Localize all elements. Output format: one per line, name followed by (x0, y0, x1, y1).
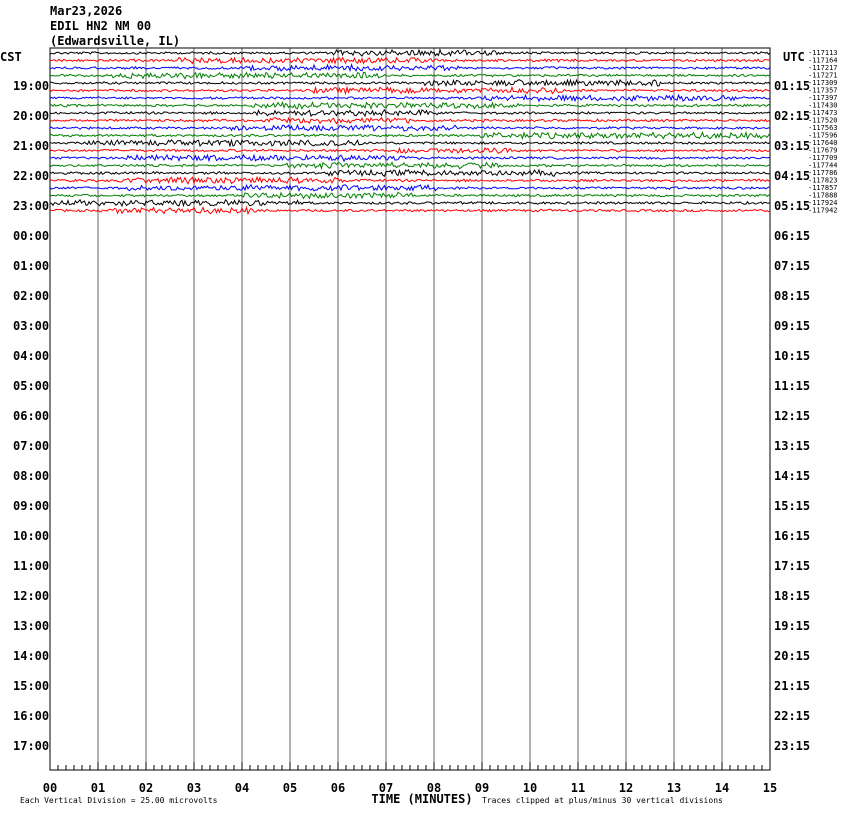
cst-hour-label: 08:00 (13, 469, 50, 483)
x-tick-label: 08 (426, 781, 442, 795)
x-tick-label: 12 (618, 781, 634, 795)
seismic-trace (50, 110, 770, 116)
trace-end-value: -117164 (808, 56, 838, 65)
cst-hour-label: 10:00 (13, 529, 50, 543)
trace-end-value: -117430 (808, 101, 838, 110)
utc-hour-label: 10:15 (774, 349, 811, 363)
cst-hour-label: 12:00 (13, 589, 50, 603)
cst-hour-label: 21:00 (13, 139, 50, 153)
utc-hour-label: 21:15 (774, 679, 811, 693)
seismic-trace (50, 87, 770, 93)
cst-hour-label: 01:00 (13, 259, 50, 273)
seismic-trace (50, 155, 770, 161)
seismic-trace (50, 50, 770, 56)
x-tick-label: 06 (330, 781, 346, 795)
x-tick-label: 01 (90, 781, 106, 795)
utc-hour-label: 20:15 (774, 649, 811, 663)
cst-hour-label: 03:00 (13, 319, 50, 333)
trace-end-value: -117823 (808, 176, 838, 185)
utc-hour-label: 01:15 (774, 79, 811, 93)
scale-note: Each Vertical Division = 25.00 microvolts (20, 796, 218, 805)
seismic-trace (50, 192, 770, 198)
cst-hour-label: 05:00 (13, 379, 50, 393)
seismic-trace (50, 95, 770, 101)
x-tick-label: 10 (522, 781, 538, 795)
x-tick-label: 04 (234, 781, 250, 795)
utc-label: UTC (783, 50, 805, 64)
utc-hour-label: 07:15 (774, 259, 811, 273)
clip-note: Traces clipped at plus/minus 30 vertical divisions (482, 796, 723, 805)
cst-hour-label: 13:00 (13, 619, 50, 633)
trace-end-value: -117357 (808, 86, 838, 95)
x-tick-label: 02 (138, 781, 154, 795)
cst-label: CST (0, 50, 22, 64)
cst-hour-label: 09:00 (13, 499, 50, 513)
seismic-trace (50, 148, 770, 153)
utc-hour-label: 08:15 (774, 289, 811, 303)
seismic-trace (50, 118, 770, 124)
seismic-trace (50, 140, 770, 146)
x-tick-label: 00 (42, 781, 58, 795)
utc-hour-label: 12:15 (774, 409, 811, 423)
trace-end-value: -117217 (808, 64, 838, 72)
cst-hour-label: 17:00 (13, 739, 50, 753)
utc-hour-label: 17:15 (774, 559, 811, 573)
utc-hour-label: 16:15 (774, 529, 811, 543)
utc-hour-label: 06:15 (774, 229, 811, 243)
cst-hour-label: 23:00 (13, 199, 50, 213)
trace-end-value: -117679 (808, 146, 838, 155)
seismic-trace (50, 57, 770, 63)
plot-frame (50, 48, 770, 770)
seismic-trace (50, 102, 770, 108)
cst-hour-label: 20:00 (13, 109, 50, 123)
station-label: EDIL HN2 NM 00 (50, 19, 152, 33)
seismic-trace (50, 80, 770, 86)
trace-end-value: -117271 (808, 71, 838, 80)
seismic-trace (50, 162, 770, 168)
cst-hour-label: 16:00 (13, 709, 50, 723)
cst-hour-label: 06:00 (13, 409, 50, 423)
cst-hour-label: 22:00 (13, 169, 50, 183)
utc-hour-label: 02:15 (774, 109, 811, 123)
x-tick-label: 14 (714, 781, 730, 795)
cst-hour-label: 07:00 (13, 439, 50, 453)
x-axis-title: TIME (MINUTES) (371, 792, 473, 806)
seismic-trace (50, 207, 770, 213)
trace-end-value: -117309 (808, 79, 838, 87)
cst-hour-label: 04:00 (13, 349, 50, 363)
utc-hour-label: 03:15 (774, 139, 811, 153)
trace-end-value: -117397 (808, 94, 838, 102)
utc-hour-label: 19:15 (774, 619, 811, 633)
x-tick-label: 15 (762, 781, 778, 795)
seismic-trace (50, 65, 770, 71)
trace-end-value: -117473 (808, 109, 838, 117)
location-label: (Edwardsville, IL) (50, 34, 181, 48)
utc-hour-label: 09:15 (774, 319, 811, 333)
cst-hour-label: 02:00 (13, 289, 50, 303)
trace-end-value: -117113 (808, 49, 838, 57)
cst-hour-label: 19:00 (13, 79, 50, 93)
x-tick-label: 13 (666, 781, 682, 795)
seismic-trace (50, 177, 770, 184)
trace-end-value: -117563 (808, 124, 838, 132)
trace-end-value: -117640 (808, 139, 838, 147)
cst-hour-label: 00:00 (13, 229, 50, 243)
trace-end-value: -117888 (808, 191, 838, 200)
trace-end-value: -117596 (808, 131, 838, 140)
utc-hour-label: 05:15 (774, 199, 811, 213)
utc-hour-label: 14:15 (774, 469, 811, 483)
seismic-trace (50, 132, 770, 138)
utc-hour-label: 18:15 (774, 589, 811, 603)
utc-hour-label: 23:15 (774, 739, 811, 753)
cst-hour-label: 11:00 (13, 559, 50, 573)
date-label: Mar23,2026 (50, 4, 123, 18)
trace-end-value: -117520 (808, 116, 838, 125)
trace-end-value: -117744 (808, 161, 838, 170)
x-tick-label: 03 (186, 781, 202, 795)
trace-end-value: -117709 (808, 154, 838, 162)
trace-end-value: -117924 (808, 199, 838, 207)
trace-end-value: -117857 (808, 184, 838, 192)
seismic-trace (50, 125, 770, 131)
x-tick-label: 09 (474, 781, 490, 795)
seismic-trace (50, 170, 770, 176)
cst-hour-label: 15:00 (13, 679, 50, 693)
seismic-trace (50, 200, 770, 206)
seismic-trace (50, 185, 770, 191)
cst-hour-label: 14:00 (13, 649, 50, 663)
x-tick-label: 07 (378, 781, 394, 795)
x-tick-label: 05 (282, 781, 298, 795)
trace-end-value: -117942 (808, 206, 838, 215)
trace-end-value: -117786 (808, 169, 838, 177)
utc-hour-label: 13:15 (774, 439, 811, 453)
utc-hour-label: 04:15 (774, 169, 811, 183)
utc-hour-label: 15:15 (774, 499, 811, 513)
utc-hour-label: 22:15 (774, 709, 811, 723)
x-tick-label: 11 (570, 781, 586, 795)
utc-hour-label: 11:15 (774, 379, 811, 393)
seismic-trace (50, 72, 770, 78)
